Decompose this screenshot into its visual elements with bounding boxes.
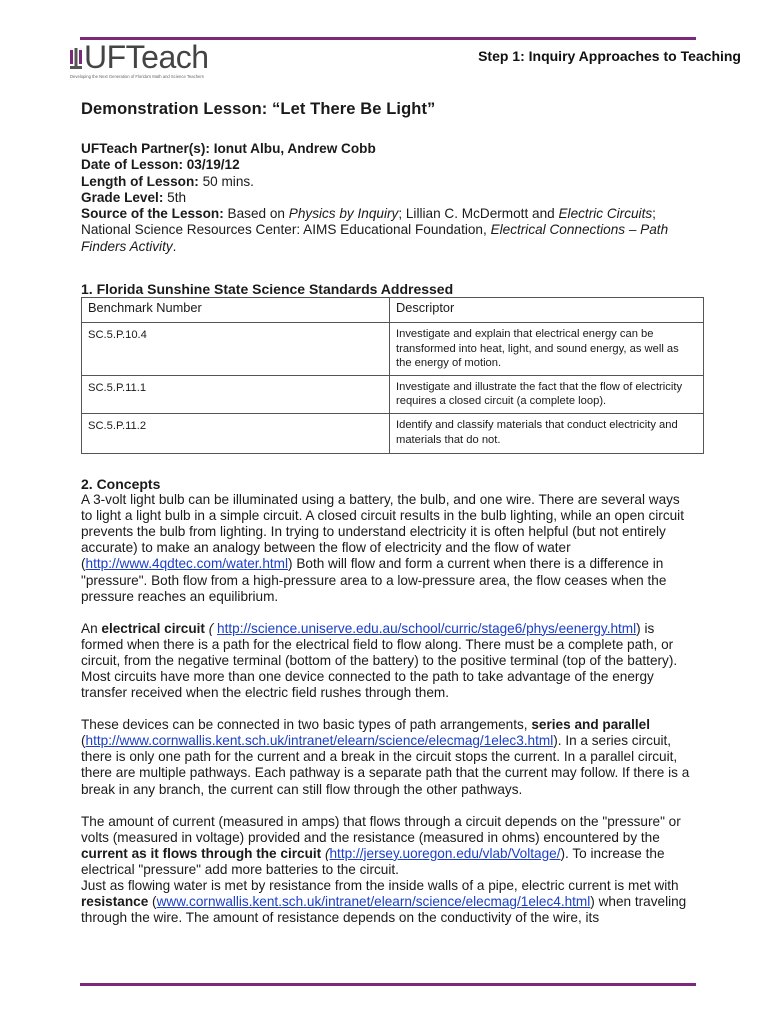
logo-mark-icon [70, 48, 82, 70]
lesson-title: Demonstration Lesson: “Let There Be Light” [81, 100, 436, 118]
column-header: Benchmark Number [82, 298, 390, 323]
p3-bold: series and parallel [531, 717, 651, 733]
descriptor-cell: Identify and classify materials that conduct electricity and materials that do not. [390, 414, 704, 454]
step-title: Step 1: Inquiry Approaches to Teaching [478, 48, 741, 64]
column-header: Descriptor [390, 298, 704, 323]
lesson-meta [81, 141, 691, 255]
p4-paren: ( [321, 845, 330, 861]
concepts-paragraph-3 [81, 717, 691, 797]
footer-rule [80, 983, 696, 986]
p3-paren: ( [81, 733, 86, 749]
source-pre: Based on [223, 206, 289, 222]
concepts-paragraph-5 [81, 878, 691, 926]
length-label: Length of Lesson: [81, 173, 199, 189]
length-value: 50 mins. [198, 173, 254, 189]
benchmark-cell: SC.5.P.11.1 [82, 375, 390, 413]
standards-table [81, 297, 704, 454]
resistance-link[interactable]: www.cornwallis.kent.sch.uk/intranet/elearn/science/elecmag/1elec4.html [156, 894, 591, 910]
source-book3: Electrical Connections – Path Finders Activity [81, 222, 669, 254]
standards-section [81, 281, 691, 454]
table-row [82, 375, 704, 413]
p5-bold: resistance [81, 894, 149, 910]
logo-tagline: Developing the Next Generation of Florida's Math and Science Teachers [70, 74, 204, 79]
date-text: Date of Lesson: 03/19/12 [81, 157, 240, 173]
table-row [82, 414, 704, 454]
p2-paren: ( [204, 620, 218, 636]
grade-line [81, 190, 691, 206]
p2-text-b: ) is formed when there is a path for the electrical field to flow along. There must be a complete path, or circuit, from the negative terminal (bottom of the battery) to the positive terminal (top of the battery). Most circuits have more than one device connected to the path to take advantage of the energy transfer received when the electric field rushes through them. [81, 620, 678, 701]
uf-teach-logo [70, 39, 240, 84]
p5-paren: ( [148, 894, 157, 910]
source-line [81, 206, 691, 255]
p4-text-a: The amount of current (measured in amps) that flows through a circuit depends on the "pressure" or volts (measured in voltage) provided and the resistance (measured in ohms) encountered by the [81, 813, 681, 845]
benchmark-cell: SC.5.P.11.2 [82, 414, 390, 454]
descriptor-cell: Investigate and explain that electrical energy can be transformed into heat, light, and sound energy, as well as the energy of motion. [390, 323, 704, 376]
voltage-link[interactable]: http://jersey.uoregon.edu/vlab/Voltage/ [329, 845, 561, 861]
p3-text-b: ). In a series circuit, there is only one path for the current and a break in the circuit stops the current. In a parallel circuit, there are multiple pathways. Each pathway is a separate path that the current may follow. If there is a break in any branch, the current can still flow through the other pathways. [81, 733, 690, 797]
p1-text-b: ) Both will flow and form a current when there is a difference in "pressure". Both flow from a high-pressure area to a low-pressure area, the flow ceases when the pressure reaches an equilibrium. [81, 556, 667, 604]
p5-text-b: ) when traveling through the wire. The amount of resistance depends on the conductivity of the wire, its [81, 894, 687, 926]
source-label: Source of the Lesson: [81, 206, 224, 222]
table-header-row [82, 298, 704, 323]
p5-text-a: Just as flowing water is met by resistance from the inside walls of a pipe, electric current is met with [81, 878, 679, 894]
concepts-heading: 2. Concepts [81, 476, 161, 493]
benchmark-cell: SC.5.P.10.4 [82, 323, 390, 376]
concepts-section [81, 476, 691, 926]
source-end: . [172, 238, 177, 254]
grade-label: Grade Level: [81, 189, 164, 205]
document-body [81, 100, 691, 926]
length-line [81, 174, 691, 190]
p4-bold: current as it flows through the circuit [81, 845, 322, 861]
p3-pre: These devices can be connected in two basic types of path arrangements, [81, 717, 532, 733]
p4-text-b: ). To increase the electrical "pressure" add more batteries to the circuit. [81, 845, 665, 877]
p2-pre: An [81, 620, 102, 636]
series-parallel-link[interactable]: http://www.cornwallis.kent.sch.uk/intranet/elearn/science/elecmag/1elec3.html [85, 733, 554, 749]
date-line [81, 157, 691, 173]
concepts-paragraph-2 [81, 621, 691, 701]
water-analogy-link[interactable]: http://www.4qdtec.com/water.html [85, 556, 289, 572]
source-book2: Electric Circuits [558, 206, 653, 222]
grade-value: 5th [163, 189, 187, 205]
logo-text: UFTeach [84, 39, 209, 75]
electrical-circuit-link[interactable]: http://science.uniserve.edu.au/school/curric/stage6/phys/eenergy.html [217, 620, 637, 636]
source-mid2: ; National Science Resources Center: AIMS Educational Foundation, [81, 206, 656, 238]
logo-wordmark [70, 40, 209, 74]
descriptor-cell: Investigate and illustrate the fact that the flow of electricity requires a closed circuit (a complete loop). [390, 375, 704, 413]
source-mid: ; Lillian C. McDermott and [398, 206, 559, 222]
table-row [82, 323, 704, 376]
p2-bold: electrical circuit [101, 620, 205, 636]
standards-heading: 1. Florida Sunshine State Science Standards Addressed [81, 281, 454, 298]
source-book: Physics by Inquiry [288, 206, 399, 222]
concepts-paragraph-4 [81, 814, 691, 878]
p1-text-a: A 3-volt light bulb can be illuminated using a battery, the bulb, and one wire. There are several ways to light a light bulb in a simple circuit. A closed circuit results in the bulb lighting, while an open circuit prevents the bulb from lighting. In trying to understand electricity it is often helpful (but not entirely accurate) to make an analogy between the flow of electricity and the flow of water ( [81, 492, 684, 572]
partners-text: UFTeach Partner(s): Ionut Albu, Andrew Cobb [81, 141, 376, 156]
concepts-paragraph-1 [81, 492, 691, 605]
partners-line [81, 141, 691, 157]
